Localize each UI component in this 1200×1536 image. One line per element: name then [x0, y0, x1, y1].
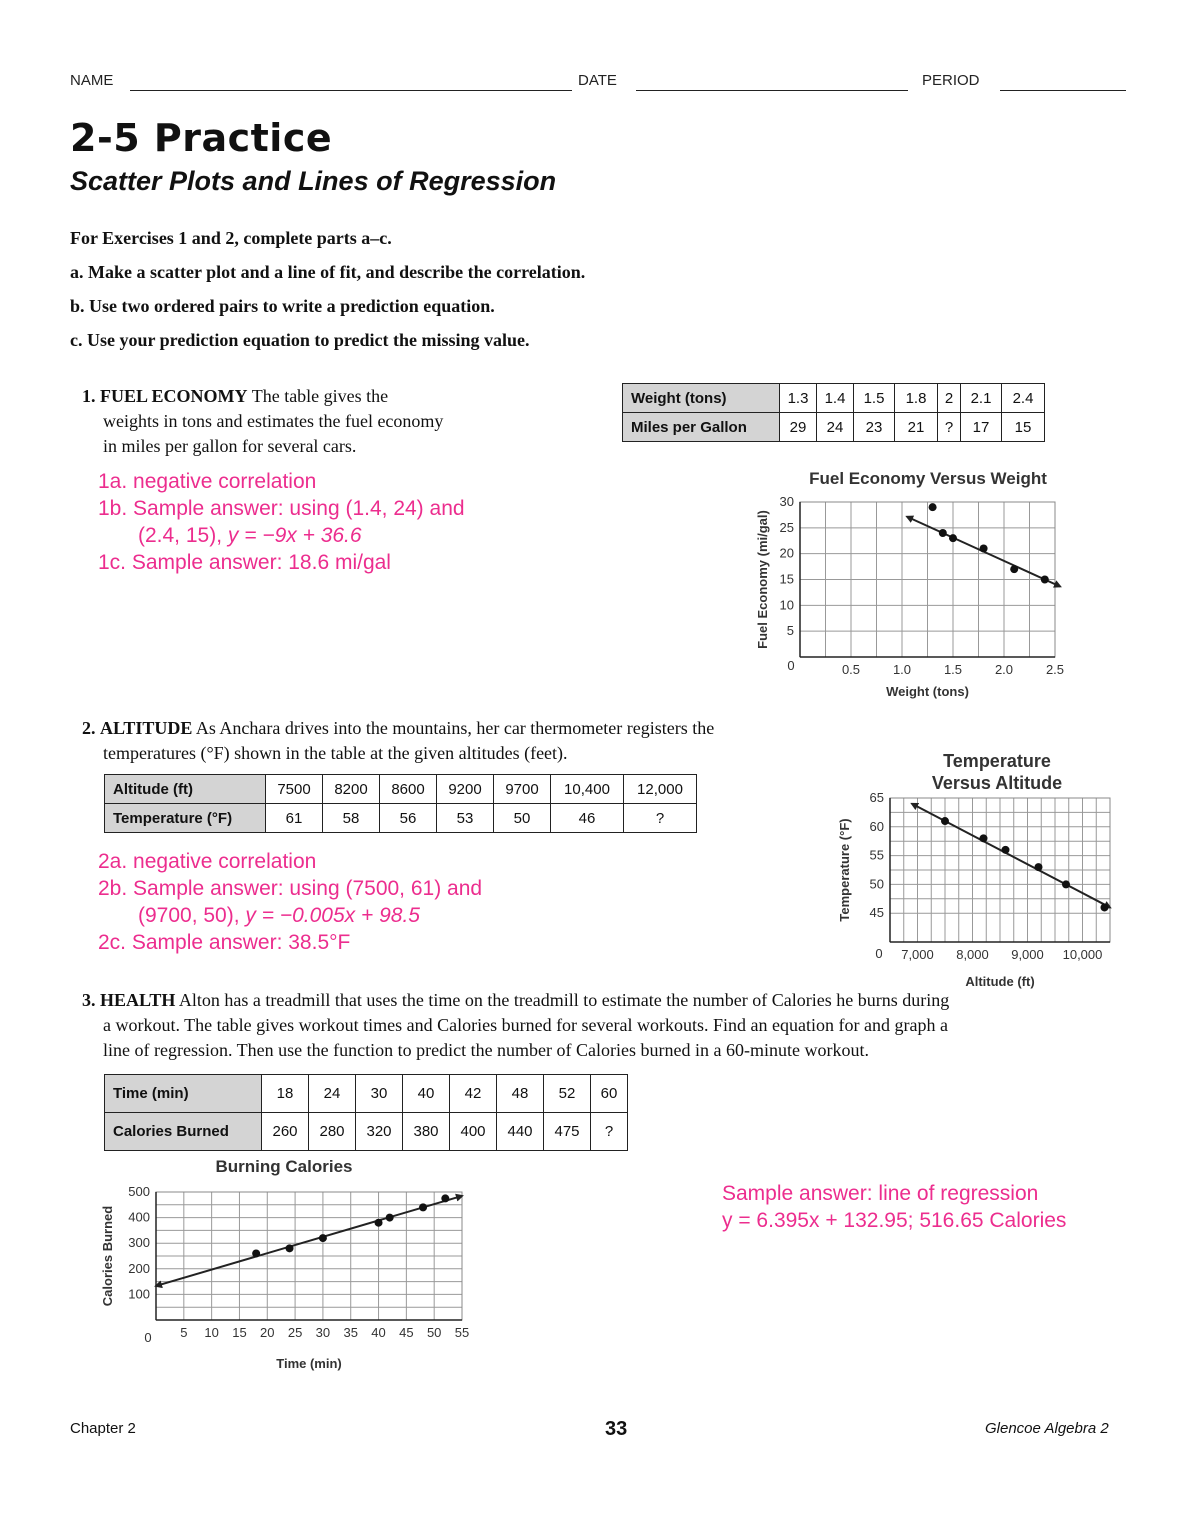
- x-tick-label: 2.5: [1045, 662, 1065, 677]
- y-tick-label: 60: [869, 818, 884, 834]
- table-header-cell: Weight (tons): [623, 384, 780, 413]
- problem-3-text: [82, 988, 1142, 1063]
- data-point: [980, 834, 988, 842]
- table-cell: 8200: [323, 775, 380, 804]
- problem-2-number: 2.: [82, 718, 96, 738]
- name-label: NAME: [70, 72, 114, 89]
- burning-calories-chart: [98, 1152, 483, 1377]
- problem-1-table: [622, 383, 1045, 442]
- x-tick-label: 1.5: [943, 662, 963, 677]
- answer-1b-line-2: [98, 522, 465, 549]
- table-cell: 52: [544, 1075, 591, 1113]
- y-tick-label: 100: [128, 1286, 150, 1302]
- table-cell: 29: [780, 413, 817, 442]
- table-cell: 1.8: [895, 384, 938, 413]
- x-tick-label: 15: [232, 1325, 247, 1340]
- y-tick-label: 45: [869, 905, 884, 921]
- table-header-cell: Miles per Gallon: [623, 413, 780, 442]
- table-cell: 17: [961, 413, 1002, 442]
- problem-2-line-2: temperatures (°F) shown in the table at the given altitudes (feet).: [103, 743, 568, 763]
- period-field[interactable]: [1000, 90, 1126, 91]
- data-point: [1035, 863, 1043, 871]
- table-header-cell: Altitude (ft): [105, 775, 266, 804]
- table-cell: 380: [403, 1113, 450, 1151]
- table-cell: 320: [356, 1113, 403, 1151]
- footer-book: Glencoe Algebra 2: [985, 1420, 1109, 1437]
- y-tick-label: 400: [128, 1209, 150, 1225]
- answer-1b-equation: y = −9x + 36.6: [227, 524, 362, 547]
- table-row: [623, 413, 1045, 442]
- table-cell: 1.3: [780, 384, 817, 413]
- problem-2-keyword: ALTITUDE: [100, 718, 193, 738]
- x-tick-label: 20: [260, 1325, 275, 1340]
- page-number: 33: [605, 1418, 628, 1440]
- instruction-b: b. Use two ordered pairs to write a prediction equation.: [70, 296, 495, 316]
- x-tick-label: 2.0: [994, 662, 1014, 677]
- table-cell: 475: [544, 1113, 591, 1151]
- x-tick-label: 5: [180, 1325, 188, 1340]
- x-tick-label: 40: [371, 1325, 386, 1340]
- table-cell: 60: [591, 1075, 628, 1113]
- table-cell: 40: [403, 1075, 450, 1113]
- x-tick-label: 45: [399, 1325, 414, 1340]
- table-cell: 24: [309, 1075, 356, 1113]
- problem-3-line-1: Alton has a treadmill that uses the time on the treadmill to estimate the number of Calories he burns during: [178, 990, 950, 1010]
- x-tick-label: 9,000: [1011, 947, 1044, 962]
- data-point: [1062, 880, 1070, 888]
- problem-1-line-1: The table gives the: [251, 386, 389, 406]
- answer-2a: 2a. negative correlation: [98, 850, 317, 873]
- data-point: [375, 1219, 383, 1227]
- table-cell: 280: [309, 1113, 356, 1151]
- y-tick-label: 5: [786, 623, 794, 639]
- table-cell: 440: [497, 1113, 544, 1151]
- table-cell: 7500: [266, 775, 323, 804]
- instructions-intro: For Exercises 1 and 2, complete parts a–c.: [70, 228, 392, 248]
- x-tick-label: 10,000: [1062, 947, 1103, 962]
- data-point: [252, 1249, 260, 1257]
- table-cell: 1.4: [817, 384, 854, 413]
- temperature-altitude-chart: [835, 744, 1125, 994]
- fit-line: [156, 1196, 462, 1286]
- x-axis-label: Time (min): [276, 1356, 342, 1371]
- x-tick-label: 7,000: [901, 947, 934, 962]
- data-point: [419, 1203, 427, 1211]
- table-row: [105, 775, 697, 804]
- answer-1c: 1c. Sample answer: 18.6 mi/gal: [98, 551, 391, 574]
- table-cell: 400: [450, 1113, 497, 1151]
- footer-chapter: Chapter 2: [70, 1420, 136, 1437]
- x-tick-label: 25: [287, 1325, 303, 1340]
- data-point: [1002, 846, 1010, 854]
- table-row: [105, 1113, 628, 1151]
- problem-1-number: 1.: [82, 386, 96, 406]
- table-cell: 1.5: [854, 384, 895, 413]
- table-cell: 12,000: [624, 775, 697, 804]
- table-header-cell: Temperature (°F): [105, 804, 266, 833]
- y-axis-label: Fuel Economy (mi/gal): [755, 510, 770, 649]
- table-header-cell: Calories Burned: [105, 1113, 262, 1151]
- table-cell: 10,400: [551, 775, 624, 804]
- y-axis-label: Temperature (°F): [837, 818, 852, 922]
- problem-3-keyword: HEALTH: [100, 990, 176, 1010]
- data-point: [1041, 576, 1049, 584]
- y-tick-label: 15: [779, 571, 794, 587]
- answer-2c: 2c. Sample answer: 38.5°F: [98, 931, 351, 954]
- data-point: [441, 1194, 449, 1202]
- problem-3-answer: [722, 1180, 1066, 1234]
- chart-title: Burning Calories: [215, 1157, 353, 1176]
- table-cell: 23: [854, 413, 895, 442]
- y-tick-label: 200: [128, 1260, 150, 1276]
- table-cell: 42: [450, 1075, 497, 1113]
- y-tick-label: 300: [128, 1235, 150, 1251]
- instruction-a: a. Make a scatter plot and a line of fit, and describe the correlation.: [70, 262, 586, 282]
- problem-3-line-3: line of regression. Then use the function to predict the number of Calories burned in a 60-minute workout.: [103, 1040, 869, 1060]
- x-tick-label: 1.0: [892, 662, 912, 677]
- data-point: [286, 1244, 294, 1252]
- table-cell: 48: [497, 1075, 544, 1113]
- table-cell: 58: [323, 804, 380, 833]
- problem-1-line-2: weights in tons and estimates the fuel economy: [103, 411, 444, 431]
- table-cell: 260: [262, 1113, 309, 1151]
- answer-3-line-2: y = 6.395x + 132.95; 516.65 Calories: [722, 1209, 1067, 1232]
- data-point: [980, 545, 988, 553]
- table-cell: 53: [437, 804, 494, 833]
- answer-2b-line-1: 2b. Sample answer: using (7500, 61) and: [98, 877, 483, 900]
- table-cell: 2.1: [961, 384, 1002, 413]
- data-point: [1010, 565, 1018, 573]
- fuel-economy-chart: [745, 462, 1085, 712]
- y-tick-label: 50: [869, 876, 884, 892]
- data-point: [939, 529, 947, 537]
- date-field[interactable]: [636, 90, 908, 91]
- table-cell: 61: [266, 804, 323, 833]
- data-point: [1101, 903, 1109, 911]
- answer-1b-pairs: (2.4, 15),: [138, 524, 223, 547]
- x-tick-label: 30: [315, 1325, 331, 1340]
- x-tick-label: 55: [454, 1325, 470, 1340]
- period-label: PERIOD: [922, 72, 980, 89]
- origin-label: 0: [875, 946, 883, 961]
- y-tick-label: 30: [779, 494, 794, 509]
- problem-1-text: [82, 384, 552, 459]
- answer-1b-line-1: 1b. Sample answer: using (1.4, 24) and: [98, 497, 465, 520]
- x-axis-label: Altitude (ft): [965, 974, 1035, 989]
- table-header-cell: Time (min): [105, 1075, 262, 1113]
- chart-title: Temperature: [943, 751, 1051, 771]
- table-cell: 21: [895, 413, 938, 442]
- chart-title: Fuel Economy Versus Weight: [809, 469, 1047, 488]
- table-row: [105, 804, 697, 833]
- table-cell: 30: [356, 1075, 403, 1113]
- data-point: [386, 1214, 394, 1222]
- table-cell: 9200: [437, 775, 494, 804]
- problem-2-text: [82, 716, 882, 766]
- answer-2b-pairs: (9700, 50),: [138, 904, 240, 927]
- name-field[interactable]: [130, 90, 572, 91]
- answer-1a: 1a. negative correlation: [98, 470, 317, 493]
- x-tick-label: 10: [204, 1325, 219, 1340]
- problem-1-keyword: FUEL ECONOMY: [100, 386, 248, 406]
- answer-3-line-1: Sample answer: line of regression: [722, 1182, 1039, 1205]
- page-title: 2-5 Practice: [70, 116, 333, 160]
- table-cell: 15: [1002, 413, 1045, 442]
- table-cell: 8600: [380, 775, 437, 804]
- origin-label: 0: [787, 658, 795, 673]
- data-point: [941, 817, 949, 825]
- table-cell: 46: [551, 804, 624, 833]
- table-cell: 2.4: [1002, 384, 1045, 413]
- data-point: [929, 503, 937, 511]
- answer-2b-line-2: [98, 902, 482, 929]
- problem-2-line-1: As Anchara drives into the mountains, her car thermometer registers the: [195, 718, 715, 738]
- table-row: [105, 1075, 628, 1113]
- problem-3-number: 3.: [82, 990, 96, 1010]
- table-cell: ?: [938, 413, 961, 442]
- table-cell: ?: [591, 1113, 628, 1151]
- y-tick-label: 65: [869, 790, 884, 805]
- data-point: [949, 534, 957, 542]
- chart-title: Versus Altitude: [931, 773, 1063, 793]
- table-cell: 2: [938, 384, 961, 413]
- table-row: [623, 384, 1045, 413]
- table-cell: 56: [380, 804, 437, 833]
- problem-3-line-2: a workout. The table gives workout times and Calories burned for several workouts. Find an equation for and graph a: [103, 1015, 948, 1035]
- problem-1-line-3: in miles per gallon for several cars.: [103, 436, 357, 456]
- origin-label: 0: [144, 1330, 152, 1345]
- page-subtitle: Scatter Plots and Lines of Regression: [70, 166, 557, 196]
- table-cell: ?: [624, 804, 697, 833]
- y-tick-label: 25: [779, 519, 794, 535]
- x-tick-label: 0.5: [841, 662, 861, 677]
- table-cell: 24: [817, 413, 854, 442]
- x-tick-label: 50: [426, 1325, 442, 1340]
- table-cell: 9700: [494, 775, 551, 804]
- y-tick-label: 500: [128, 1184, 150, 1199]
- x-tick-label: 35: [343, 1325, 358, 1340]
- date-label: DATE: [578, 72, 617, 89]
- y-tick-label: 10: [779, 597, 794, 613]
- problem-3-table: [104, 1074, 628, 1151]
- instruction-c: c. Use your prediction equation to predict the missing value.: [70, 330, 530, 350]
- problem-2-answer: [98, 848, 482, 956]
- table-cell: 18: [262, 1075, 309, 1113]
- x-tick-label: 8,000: [956, 947, 989, 962]
- x-axis-label: Weight (tons): [886, 684, 969, 699]
- y-tick-label: 55: [869, 847, 884, 863]
- problem-1-answer: [98, 468, 465, 576]
- y-axis-label: Calories Burned: [100, 1205, 115, 1307]
- answer-2b-equation: y = −0.005x + 98.5: [245, 904, 420, 927]
- problem-2-table: [104, 774, 697, 833]
- y-tick-label: 20: [779, 545, 794, 561]
- data-point: [319, 1234, 327, 1242]
- table-cell: 50: [494, 804, 551, 833]
